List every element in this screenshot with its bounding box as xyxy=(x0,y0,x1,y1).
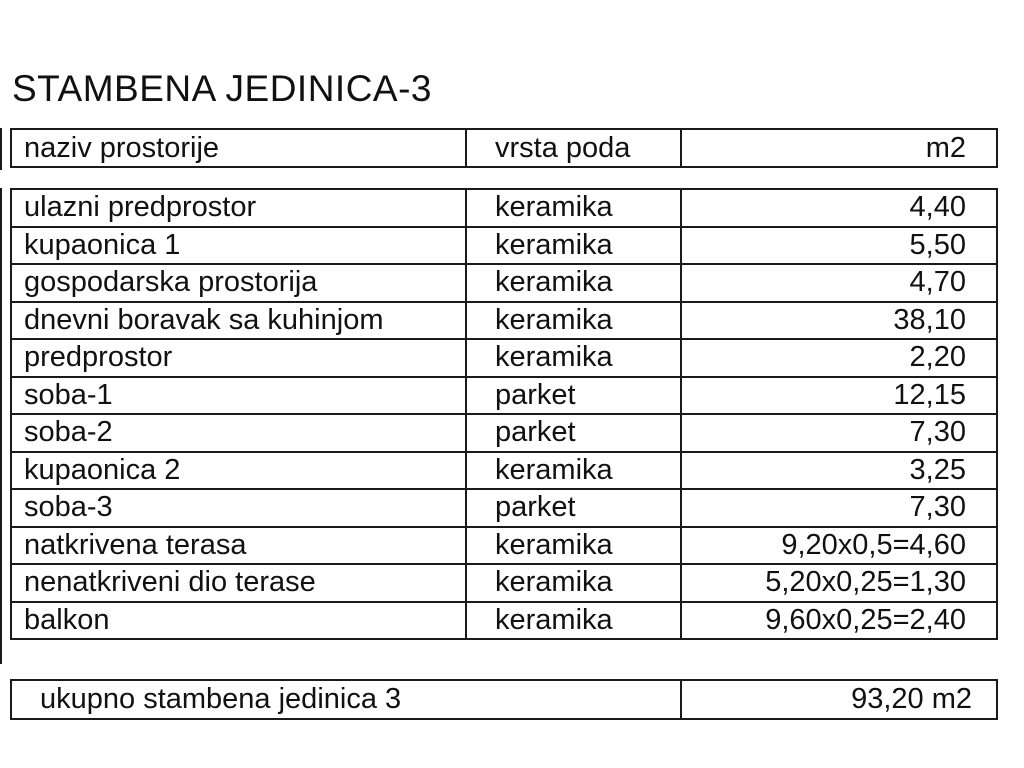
page-title: STAMBENA JEDINICA-3 xyxy=(12,68,433,109)
area-cell: 5,20x0,25=1,30 xyxy=(681,564,997,602)
header-room-name: naziv prostorije xyxy=(11,129,466,167)
area-cell: 9,60x0,25=2,40 xyxy=(681,602,997,640)
room-name-cell: predprostor xyxy=(11,339,466,377)
floor-type-cell: parket xyxy=(466,489,681,527)
area-cell: 12,15 xyxy=(681,377,997,415)
room-name-cell: soba-3 xyxy=(11,489,466,527)
area-cell: 9,20x0,5=4,60 xyxy=(681,527,997,565)
room-name-cell: kupaonica 2 xyxy=(11,452,466,490)
left-margin-rule xyxy=(0,188,2,664)
rooms-table xyxy=(10,188,998,640)
header-table xyxy=(10,128,998,168)
room-name-cell: ulazni predprostor xyxy=(11,189,466,227)
area-cell: 7,30 xyxy=(681,489,997,527)
area-cell: 7,30 xyxy=(681,414,997,452)
floor-type-cell: keramika xyxy=(466,452,681,490)
area-cell: 4,70 xyxy=(681,264,997,302)
room-row xyxy=(11,414,997,452)
header-floor-type: vrsta poda xyxy=(466,129,681,167)
area-cell: 5,50 xyxy=(681,227,997,265)
total-table xyxy=(10,679,998,720)
room-name-cell: balkon xyxy=(11,602,466,640)
room-row xyxy=(11,527,997,565)
floor-type-cell: parket xyxy=(466,414,681,452)
floor-type-cell: keramika xyxy=(466,227,681,265)
area-cell: 2,20 xyxy=(681,339,997,377)
room-row xyxy=(11,302,997,340)
floor-type-cell: keramika xyxy=(466,302,681,340)
room-row xyxy=(11,602,997,640)
floor-type-cell: keramika xyxy=(466,564,681,602)
room-row xyxy=(11,489,997,527)
total-row xyxy=(11,680,997,719)
header-row xyxy=(11,129,997,167)
floor-type-cell: keramika xyxy=(466,527,681,565)
total-label: ukupno stambena jedinica 3 xyxy=(11,680,681,719)
room-name-cell: natkrivena terasa xyxy=(11,527,466,565)
room-row xyxy=(11,339,997,377)
room-name-cell: dnevni boravak sa kuhinjom xyxy=(11,302,466,340)
left-margin-rule xyxy=(0,128,2,170)
room-row xyxy=(11,227,997,265)
header-area: m2 xyxy=(681,129,997,167)
area-cell: 38,10 xyxy=(681,302,997,340)
area-cell: 4,40 xyxy=(681,189,997,227)
room-row xyxy=(11,452,997,490)
room-name-cell: kupaonica 1 xyxy=(11,227,466,265)
floor-type-cell: keramika xyxy=(466,264,681,302)
floor-type-cell: keramika xyxy=(466,339,681,377)
room-row xyxy=(11,264,997,302)
floor-type-cell: keramika xyxy=(466,189,681,227)
room-row xyxy=(11,377,997,415)
room-name-cell: soba-2 xyxy=(11,414,466,452)
floor-type-cell: parket xyxy=(466,377,681,415)
area-cell: 3,25 xyxy=(681,452,997,490)
room-name-cell: gospodarska prostorija xyxy=(11,264,466,302)
room-name-cell: nenatkriveni dio terase xyxy=(11,564,466,602)
room-row xyxy=(11,189,997,227)
room-name-cell: soba-1 xyxy=(11,377,466,415)
room-row xyxy=(11,564,997,602)
floor-type-cell: keramika xyxy=(466,602,681,640)
total-value: 93,20 m2 xyxy=(681,680,997,719)
